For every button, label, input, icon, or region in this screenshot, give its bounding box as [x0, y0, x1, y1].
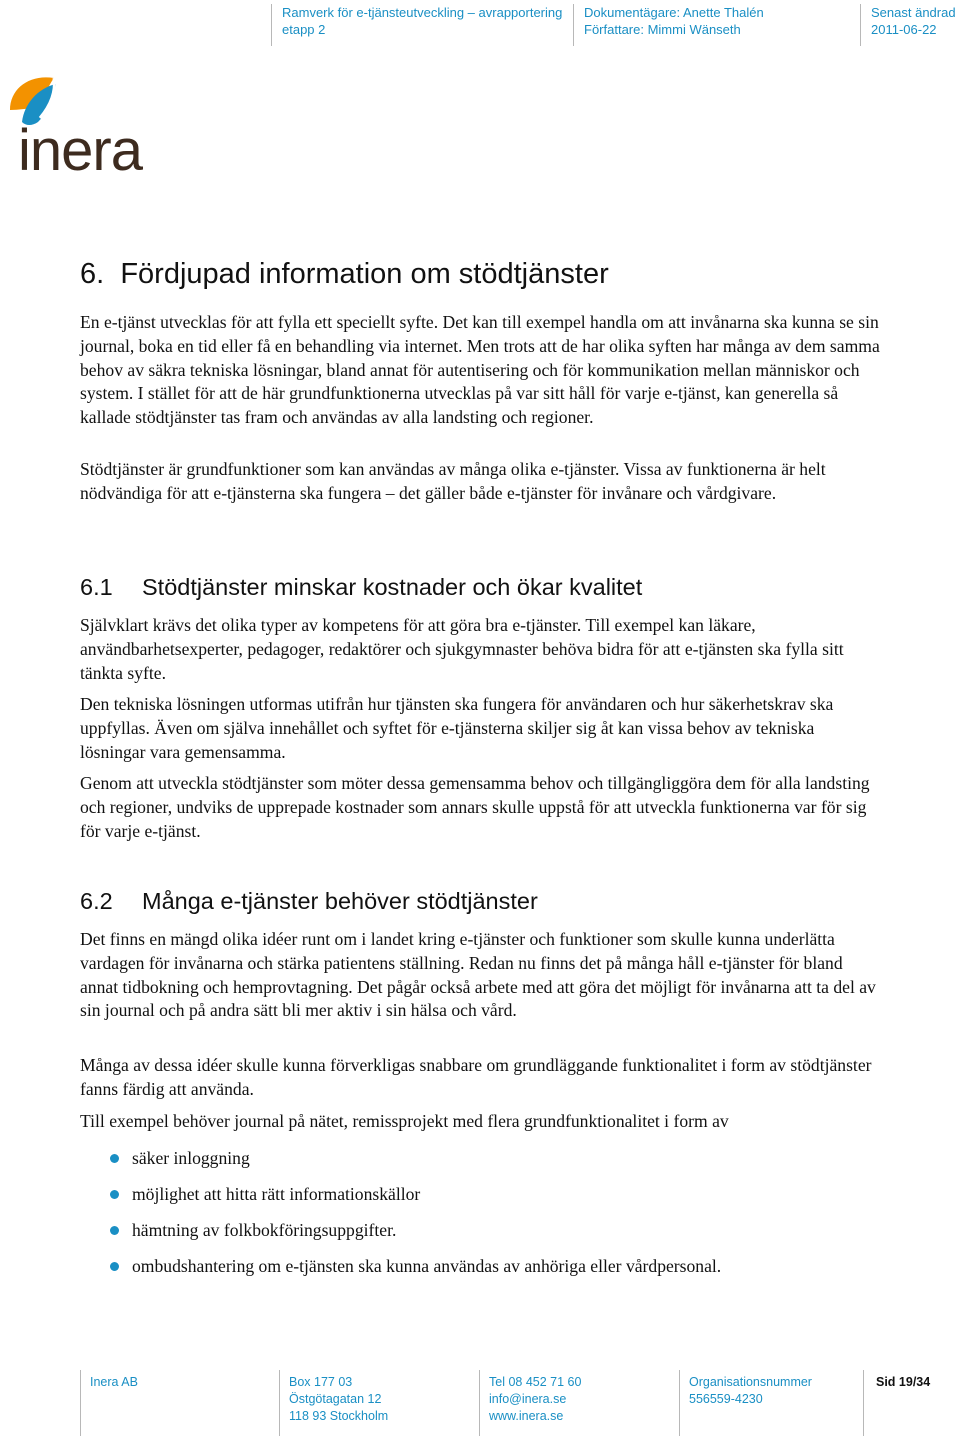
header-title [271, 4, 562, 46]
list-item-text: ombudshantering om e-tjänsten ska kunna användas av anhöriga eller vårdpersonal. [132, 1256, 722, 1276]
bullet-icon [110, 1154, 119, 1163]
list-item-text: möjlighet att hitta rätt informationskällor [132, 1184, 421, 1204]
svg-text:inera: inera [18, 118, 142, 176]
footer-org [679, 1370, 812, 1436]
section-6-2-paragraph-3: Till exempel behöver journal på nätet, remissprojekt med flera grundfunktionalitet i form av [80, 1111, 729, 1131]
footer-company-name: Inera AB [90, 1375, 138, 1389]
section-6-title: Fördjupad information om stödtjänster [120, 258, 609, 290]
section-6-1-number: 6.1 [80, 574, 113, 600]
section-6-2-title: Många e-tjänster behöver stödtjänster [142, 888, 538, 914]
header-title-line1: Ramverk för e-tjänsteutveckling – avrapportering [282, 5, 563, 20]
footer-org-label: Organisationsnummer [689, 1375, 812, 1389]
inera-logo [4, 72, 174, 181]
footer-company [80, 1370, 138, 1436]
footer-address-line3: 118 93 Stockholm [289, 1409, 389, 1423]
header-authors [573, 4, 764, 46]
bullet-icon [110, 1190, 119, 1199]
header-owner: Dokumentägare: Anette Thalén [584, 5, 764, 20]
section-6-heading [80, 254, 609, 294]
section-6-paragraph-2: Stödtjänster är grundfunktioner som kan användas av många olika e-tjänster. Vissa av funktionerna är helt nödvändiga för att e-tjänsterna ska fungera – det gäller både e-tjänster för invånare och vårdgivare. [80, 459, 826, 503]
header-date [860, 4, 956, 46]
section-6-1-paragraph-2: Den tekniska lösningen utformas utifrån hur tjänsten ska fungera för användaren och hur säkerhetskrav ska uppfyllas. Även om själva innehållet och syftet för e-tjänsterna skiljer sig åt kan vissa behov av tekniska lösningar vara gemensamma. [80, 694, 834, 762]
footer-contact [479, 1370, 581, 1436]
section-6-1-title: Stödtjänster minskar kostnader och ökar kvalitet [142, 574, 643, 600]
section-6-number: 6. [80, 258, 105, 290]
page-number: Sid 19/34 [863, 1370, 930, 1436]
section-6-2-paragraph-1: Det finns en mängd olika idéer runt om i landet kring e-tjänster och funktioner som skulle kunna underlätta vardagen för invånarna och stärka patientens ställning. Redan nu finns det på många håll e-tjänster för bland annat tidbokning och hemprovtagning. Det pågår också arbete med att göra det möjligt för invånarna att ta del av sin journal och på andra sätt bli mer aktiv i sin hälsa och vård. [80, 929, 876, 1021]
footer-email[interactable]: info@inera.se [489, 1392, 567, 1406]
section-6-1-heading [80, 571, 642, 603]
section-6-1-paragraph-1: Självklart krävs det olika typer av kompetens för att göra bra e-tjänster. Till exempel kan läkare, användbarhetsexperter, pedagoger, redaktörer och sjukgymnaster behöva bidra för att e-tjänsten ska fylla sitt tänkta syfte. [80, 615, 844, 683]
header-author: Författare: Mimmi Wänseth [584, 22, 741, 37]
section-6-paragraph-1: En e-tjänst utvecklas för att fylla ett speciellt syfte. Det kan till exempel handla om att invånarna ska kunna se sin journal, boka en tid eller få en behandling via internet. Men trots att de har olika syften har många av dem samma behov av säkra tekniska lösningar, bland annat för autentisering och för kommunikation mellan människor och system. I stället för att de här grundfunktionerna utvecklas på var sitt håll för varje e-tjänst, kan generella så kallade stödtjänster tas fram och användas av alla landsting och regioner. [80, 312, 880, 428]
footer-website[interactable]: www.inera.se [489, 1409, 564, 1423]
footer-phone: Tel 08 452 71 60 [489, 1375, 582, 1389]
section-6-2-heading [80, 885, 538, 917]
section-6-2-paragraph-2: Många av dessa idéer skulle kunna förverkligas snabbare om grundläggande funktionalitet i form av stödtjänster fanns färdig att använda. [80, 1055, 872, 1099]
section-6-1-paragraph-3: Genom att utveckla stödtjänster som möter dessa gemensamma behov och tillgängliggöra dem för alla landsting och regioner, undviks de upprepade kostnader som annars skulle uppstå för att utveckla funktionerna var för sig för varje e-tjänst. [80, 773, 870, 841]
footer-address [279, 1370, 388, 1436]
footer-org-number: 556559-4230 [689, 1392, 763, 1406]
header-date-label: Senast ändrad [871, 5, 956, 20]
list-item-text: säker inloggning [132, 1148, 250, 1168]
footer-address-line1: Box 177 03 [289, 1375, 353, 1389]
header-title-line2: etapp 2 [282, 22, 326, 37]
bullet-icon [110, 1226, 119, 1235]
bullet-icon [110, 1262, 119, 1271]
section-6-2-number: 6.2 [80, 888, 113, 914]
header-date-value: 2011-06-22 [871, 22, 937, 37]
list-item-text: hämtning av folkbokföringsuppgifter. [132, 1220, 397, 1240]
footer-address-line2: Östgötagatan 12 [289, 1392, 382, 1406]
